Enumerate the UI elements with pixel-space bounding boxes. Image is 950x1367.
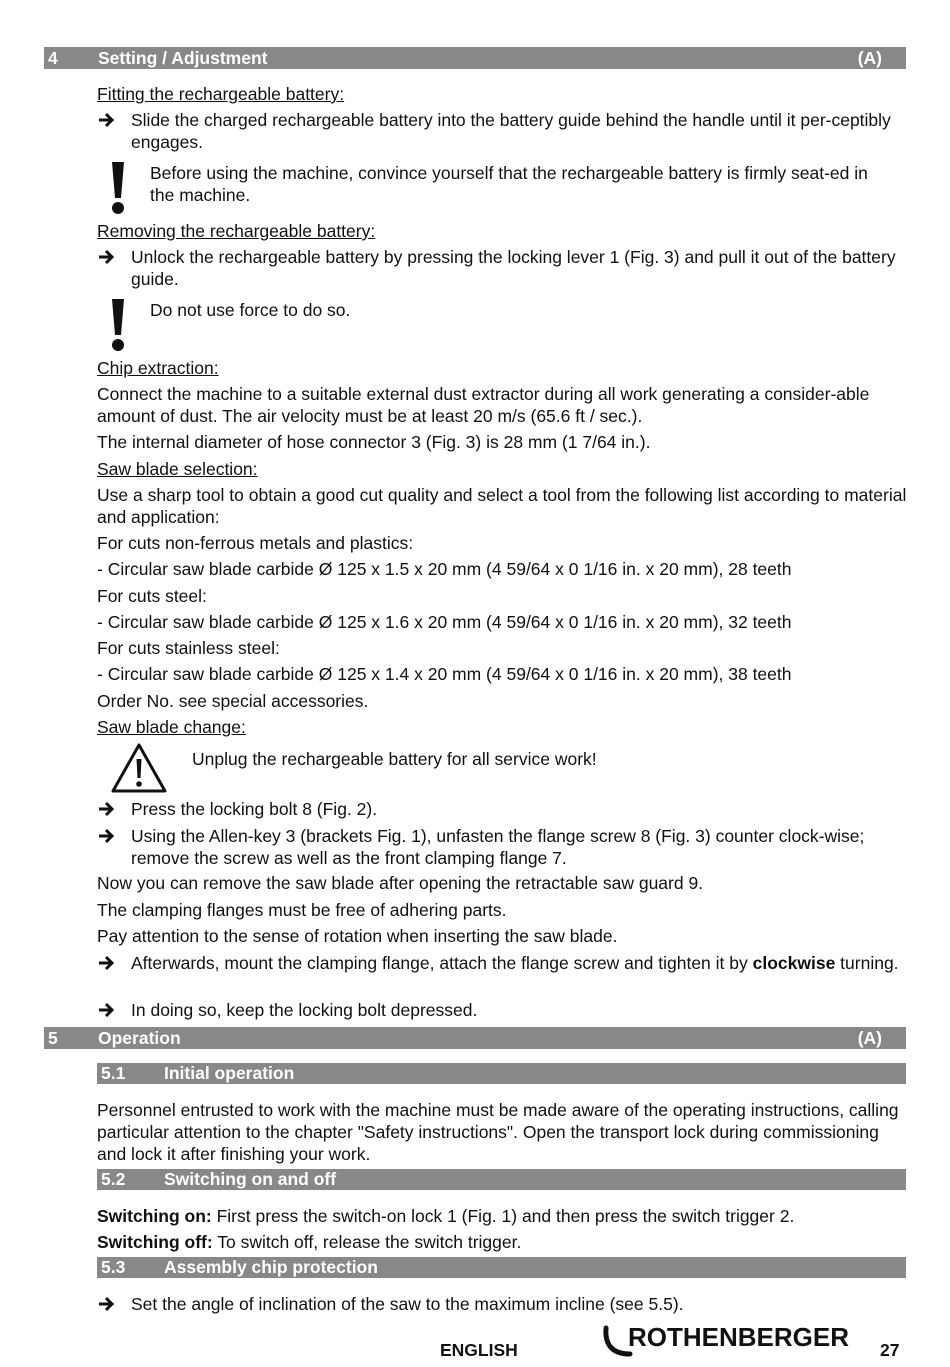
section-number: 4 bbox=[48, 48, 58, 68]
subsection-number: 5.1 bbox=[101, 1063, 126, 1083]
section-tag: (A) bbox=[857, 48, 882, 68]
chip-heading: Chip extraction: bbox=[97, 358, 219, 378]
arrow-right-icon bbox=[97, 798, 123, 825]
arrow-right-icon bbox=[97, 246, 123, 273]
subsection-title: Assembly chip protection bbox=[164, 1257, 378, 1277]
exclamation-icon bbox=[108, 297, 128, 358]
emphasis-clockwise: clockwise bbox=[752, 953, 836, 973]
blade-heading: Saw blade selection: bbox=[97, 459, 258, 479]
blade-paragraph-2: For cuts non-ferrous metals and plastics: bbox=[97, 533, 414, 553]
arrow-right-icon bbox=[97, 1293, 123, 1320]
change-paragraph-1: Now you can remove the saw blade after opening the retractable saw guard 9. bbox=[97, 873, 704, 893]
subsection-5-2-header bbox=[97, 1169, 906, 1190]
change-paragraph-3: Pay attention to the sense of rotation when inserting the saw blade. bbox=[97, 926, 618, 946]
switching-on-label: Switching on: bbox=[97, 1206, 212, 1226]
switching-off-paragraph: Switching off: To switch off, release the switch trigger. bbox=[97, 1232, 522, 1252]
fit-step-1: Slide the charged rechargeable battery into the battery guide behind the handle until it per-ceptibly engages. bbox=[97, 109, 909, 153]
subsection-number: 5.2 bbox=[101, 1169, 126, 1189]
subsection-title: Switching on and off bbox=[164, 1169, 337, 1189]
arrow-right-icon bbox=[97, 825, 123, 852]
footer-language: ENGLISH bbox=[440, 1340, 518, 1360]
blade-paragraph-1: Use a sharp tool to obtain a good cut quality and select a tool from the following list according to material and application: bbox=[97, 485, 907, 527]
chip-paragraph-2: The internal diameter of hose connector 3 (Fig. 3) is 28 mm (1 7/64 in.). bbox=[97, 432, 651, 452]
subsection-number: 5.3 bbox=[101, 1257, 126, 1277]
switching-on-paragraph: Switching on: First press the switch-on lock 1 (Fig. 1) and then press the switch trigger 2. bbox=[97, 1206, 795, 1226]
arrow-right-icon bbox=[97, 952, 123, 979]
page-number: 27 bbox=[880, 1340, 900, 1360]
chip-protection-step-1: Set the angle of inclination of the saw to the maximum incline (see 5.5). bbox=[97, 1293, 909, 1315]
change-step-4: In doing so, keep the locking bolt depressed. bbox=[97, 999, 909, 1021]
blade-paragraph-5: - Circular saw blade carbide Ø 125 x 1.6 x 20 mm (4 59/64 x 0 1/16 in. x 20 mm), 32 teeth bbox=[97, 612, 792, 632]
exclamation-icon bbox=[108, 160, 128, 221]
remove-heading: Removing the rechargeable battery: bbox=[97, 221, 376, 241]
change-step-2: Using the Allen-key 3 (brackets Fig. 1), unfasten the flange screw 8 (Fig. 3) counter clock-wise; remove the screw as well as the front clamping flange 7. bbox=[97, 825, 909, 869]
blade-paragraph-6: For cuts stainless steel: bbox=[97, 638, 280, 658]
blade-paragraph-3: - Circular saw blade carbide Ø 125 x 1.5 x 20 mm (4 59/64 x 0 1/16 in. x 20 mm), 28 teeth bbox=[97, 559, 792, 579]
arrow-right-icon bbox=[97, 109, 123, 136]
subsection-title: Initial operation bbox=[164, 1063, 295, 1083]
section-5-header bbox=[44, 1027, 906, 1049]
blade-paragraph-7: - Circular saw blade carbide Ø 125 x 1.4 x 20 mm (4 59/64 x 0 1/16 in. x 20 mm), 38 teeth bbox=[97, 664, 792, 684]
section-title: Setting / Adjustment bbox=[98, 48, 268, 68]
warning-triangle-icon bbox=[110, 742, 168, 799]
section-title: Operation bbox=[98, 1028, 181, 1048]
initial-operation-paragraph: Personnel entrusted to work with the machine must be made aware of the operating instructions, calling particular attention to the chapter "Safety instructions". Open the transport lock during commissioning and lock it after finishing your work. bbox=[97, 1100, 899, 1164]
fit-note: Before using the machine, convince yourself that the rechargeable battery is firmly seat-ed in the machine. bbox=[150, 163, 868, 205]
change-warning: Unplug the rechargeable battery for all service work! bbox=[192, 749, 597, 769]
brand-name: ROTHENBERGER bbox=[628, 1322, 850, 1352]
section-tag: (A) bbox=[857, 1028, 882, 1048]
remove-step-1: Unlock the rechargeable battery by pressing the locking lever 1 (Fig. 3) and pull it out of the battery guide. bbox=[97, 246, 909, 290]
brand-logo bbox=[600, 1320, 852, 1362]
switching-off-label: Switching off: bbox=[97, 1232, 213, 1252]
subsection-5-1-header bbox=[97, 1063, 906, 1084]
change-paragraph-2: The clamping flanges must be free of adhering parts. bbox=[97, 900, 507, 920]
fit-heading: Fitting the rechargeable battery: bbox=[97, 84, 345, 104]
subsection-5-3-header bbox=[97, 1257, 906, 1278]
section-4-header bbox=[44, 47, 906, 69]
change-step-3: Afterwards, mount the clamping flange, attach the flange screw and tighten it by clockwise turning. bbox=[97, 952, 909, 974]
blade-paragraph-4: For cuts steel: bbox=[97, 586, 207, 606]
arrow-right-icon bbox=[97, 999, 123, 1026]
section-number: 5 bbox=[48, 1028, 58, 1048]
change-step-1: Press the locking bolt 8 (Fig. 2). bbox=[97, 798, 909, 820]
chip-paragraph-1: Connect the machine to a suitable external dust extractor during all work generating a consider-able amount of dust. The air velocity must be at least 20 m/s (65.6 ft / sec.). bbox=[97, 384, 870, 426]
change-heading: Saw blade change: bbox=[97, 717, 246, 737]
remove-note: Do not use force to do so. bbox=[150, 300, 351, 320]
blade-paragraph-8: Order No. see special accessories. bbox=[97, 691, 369, 711]
